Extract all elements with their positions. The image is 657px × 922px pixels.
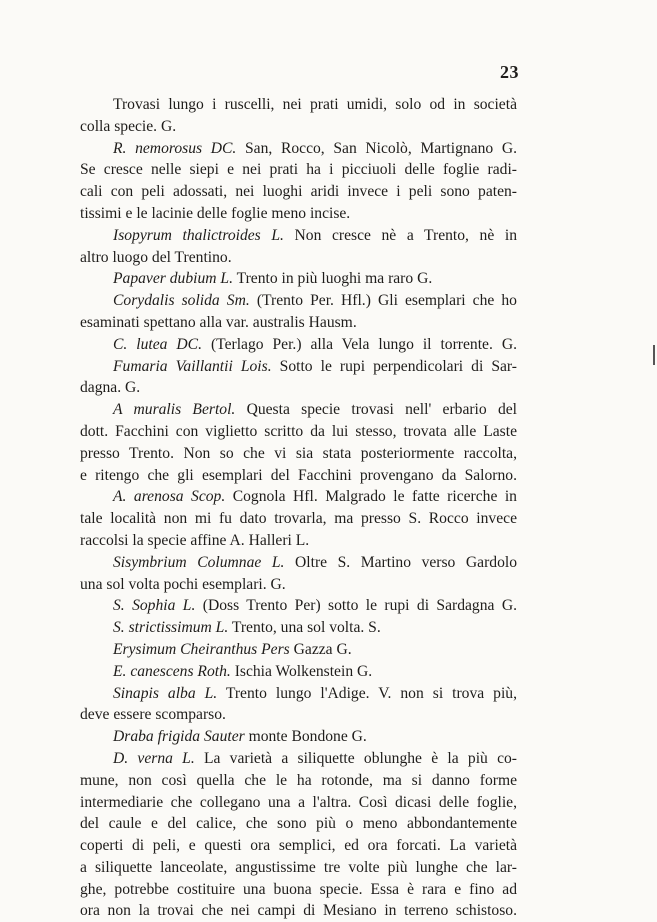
species-name: Isopyrum thalictroides L. bbox=[113, 226, 284, 244]
text-line: altro luogo del Trentino. bbox=[80, 248, 232, 266]
scan-edge-mark bbox=[653, 345, 655, 365]
species-name: Papaver dubium L. bbox=[113, 270, 233, 288]
species-name: Fumaria Vaillantii Lois. bbox=[113, 357, 272, 375]
species-name: Erysimum Cheiranthus Pers bbox=[113, 640, 290, 658]
species-note: (Trento Per. Hfl.) Gli esemplari che ho bbox=[249, 292, 517, 310]
species-name: S. strictissimum L. bbox=[113, 619, 229, 637]
text-line bbox=[80, 268, 517, 290]
text-line bbox=[80, 748, 517, 770]
species-note: Gazza G. bbox=[289, 640, 352, 658]
species-name: Sisymbrium Columnae L. bbox=[113, 553, 285, 571]
text-line: ghe, potrebbe costituire una buona specie. Essa è rara e fino ad bbox=[80, 880, 517, 898]
text-body bbox=[80, 94, 517, 922]
text-line bbox=[80, 486, 517, 508]
text-line: dagna. G. bbox=[80, 379, 141, 397]
text-line bbox=[80, 399, 517, 421]
species-note: Ischia Wolkenstein G. bbox=[230, 662, 373, 680]
species-note: Oltre S. Martino verso Gardolo bbox=[284, 553, 518, 571]
species-name: Sinapis alba L. bbox=[113, 684, 218, 702]
text-line bbox=[80, 138, 517, 160]
text-line bbox=[80, 290, 517, 312]
species-note: Trento in più luoghi ma raro G. bbox=[232, 270, 433, 288]
species-note: monte Bondone G. bbox=[244, 728, 367, 746]
text-line bbox=[80, 661, 517, 683]
text-line: una sol volta pochi esemplari. G. bbox=[80, 575, 286, 593]
text-line: intermediarie che collegano una a l'altra. Così dicasi delle foglie, bbox=[80, 793, 517, 811]
text-line bbox=[80, 617, 517, 639]
species-note: (Doss Trento Per) sotto le rupi di Sardagna G. bbox=[195, 597, 517, 615]
species-note: Trento, una sol volta. S. bbox=[228, 619, 381, 637]
text-line: esaminati spettano alla var. australis Hausm. bbox=[80, 313, 357, 331]
species-name: S. Sophia L. bbox=[113, 597, 196, 615]
species-note: Questa specie trovasi nell' erbario del bbox=[235, 401, 517, 419]
species-note: (Terlago Per.) alla Vela lungo il torrente. G. bbox=[201, 335, 517, 353]
species-name: A muralis Bertol. bbox=[113, 401, 236, 419]
species-note: Cognola Hfl. Malgrado le fatte ricerche in bbox=[225, 488, 517, 506]
text-line bbox=[80, 595, 517, 617]
species-name: Draba frigida Sauter bbox=[113, 728, 245, 746]
species-name: E. canescens Roth. bbox=[113, 662, 231, 680]
text-line: Trovasi lungo i ruscelli, nei prati umidi, solo od in società bbox=[113, 96, 517, 113]
text-line: colla specie. G. bbox=[80, 117, 177, 135]
text-line: del caule e del calice, che sono più o meno abbondantemente bbox=[80, 815, 517, 833]
text-line bbox=[80, 683, 517, 705]
text-line: tale località non mi fu dato trovarla, ma presso S. Rocco invece bbox=[80, 510, 517, 528]
text-line: tissimi e le lacinie delle foglie meno incise. bbox=[80, 204, 351, 222]
species-name: R. nemorosus DC. bbox=[113, 139, 237, 157]
text-line bbox=[80, 334, 517, 356]
text-line bbox=[80, 552, 517, 574]
text-line: coperti di peli, e questi ora semplici, ed ora forcati. La varietà bbox=[80, 837, 517, 855]
text-line: raccolsi la specie affine A. Halleri L. bbox=[80, 531, 310, 549]
text-line: Se cresce nelle siepi e nei prati ha i picciuoli delle foglie radi- bbox=[80, 161, 517, 179]
text-line: cali con peli adossati, nei luoghi aridi invece i peli sono paten- bbox=[80, 183, 517, 201]
text-line bbox=[80, 356, 517, 378]
text-line bbox=[80, 225, 517, 247]
species-note: San, Rocco, San Nicolò, Martignano G. bbox=[236, 139, 518, 157]
species-name: Corydalis solida Sm. bbox=[113, 292, 250, 310]
text-line: deve essere scomparso. bbox=[80, 706, 226, 724]
text-line bbox=[80, 639, 517, 661]
species-name: A. arenosa Scop. bbox=[113, 488, 226, 506]
species-name: D. verna L. bbox=[113, 749, 195, 767]
text-line: ora non la trovai che nei campi di Mesiano in terreno schistoso. bbox=[80, 902, 517, 920]
species-note: Sotto le rupi perpendicolari di Sar- bbox=[271, 357, 517, 375]
page-number: 23 bbox=[500, 62, 519, 82]
species-name: C. lutea DC. bbox=[113, 335, 202, 353]
species-note: La varietà a siliquette oblunghe è la più co- bbox=[194, 749, 517, 767]
text-line: mune, non così quella che le ha rotonde, ma si danno forme bbox=[80, 771, 517, 789]
text-line: a siliquette lanceolate, angustissime tre volte più lunghe che lar- bbox=[80, 858, 517, 876]
species-note: Non cresce nè a Trento, nè in bbox=[283, 226, 517, 244]
text-line: e ritengo che gli esemplari del Facchini provengano da Salorno. bbox=[80, 466, 517, 484]
species-note: Trento lungo l'Adige. V. non si trova più, bbox=[217, 684, 517, 702]
text-line bbox=[80, 726, 517, 748]
text-line: presso Trento. Non so che vi sia stata posteriormente raccolta, bbox=[80, 444, 517, 462]
text-line: dott. Facchini con viglietto scritto da lui stesso, trovata alle Laste bbox=[80, 422, 517, 440]
